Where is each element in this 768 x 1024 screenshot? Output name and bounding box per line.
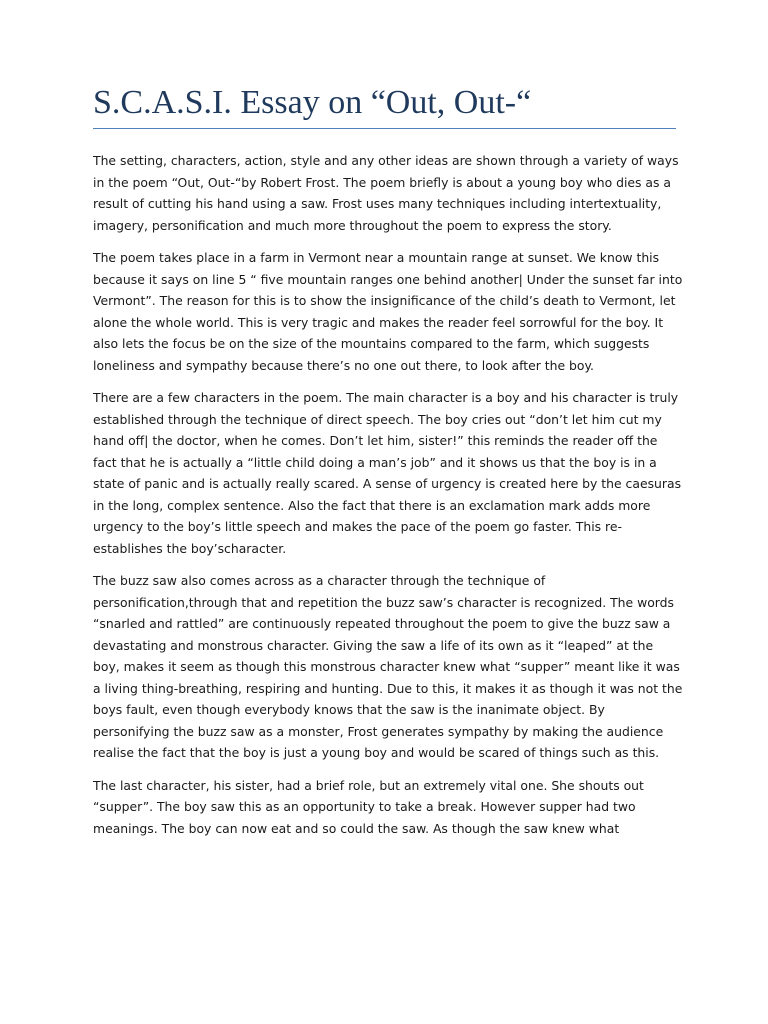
paragraph-buzz-saw: The buzz saw also comes across as a character through the technique of personification,through that and repetition the buzz saw’s character is recognized. The words “snarled and rattled” are continuously repeated throughout the poem to give the buzz saw a devastating and monstrous character. Giving the saw a life of its own as it “leaped” at the boy, makes it seem as though this monstrous character knew what “supper” meant like it was a living thing-breathing, respiring and hunting. Due to this, it makes it as though it was not the boys fault, even though everybody knows that the saw is the inanimate object. By personifying the buzz saw as a monster, Frost generates sympathy by making the audience realise the fact that the boy is just a young boy and would be scared of things such as this.: [93, 573, 683, 760]
paragraph-main-character: There are a few characters in the poem. The main character is a boy and his character is truly established through the technique of direct speech. The boy cries out “don’t let him cut my hand off| the doctor, when he comes. Don’t let him, sister!” this reminds the reader off the fact that he is actually a “little child doing a man’s job” and it shows us that the boy is in a state of panic and is actually really scared. A sense of urgency is created here by the caesuras in the long, complex sentence. Also the fact that there is an exclamation mark adds more urgency to the boy’s little speech and makes the pace of the poem go faster. This re-establishes the boy’scharacter.: [93, 390, 682, 556]
paragraph-intro: The setting, characters, action, style and any other ideas are shown through a variety of ways in the poem “Out, Out-“by Robert Frost. The poem briefly is about a young boy who dies as a result of cutting his hand using a saw. Frost uses many techniques including intertextuality, imagery, personification and much more throughout the poem to express the story.: [93, 153, 679, 233]
essay-body: [93, 150, 683, 850]
paragraph-setting: The poem takes place in a farm in Vermont near a mountain range at sunset. We know this because it says on line 5 “ five mountain ranges one behind another| Under the sunset far into Vermont”. The reason for this is to show the insignificance of the child’s death to Vermont, let alone the whole world. This is very tragic and makes the reader feel sorrowful for the boy. It also lets the focus be on the size of the mountains compared to the farm, which suggests loneliness and sympathy because there’s no one out there, to look after the boy.: [93, 250, 683, 373]
paragraph-sister: The last character, his sister, had a brief role, but an extremely vital one. She shouts out “supper”. The boy saw this as an opportunity to take a break. However supper had two meanings. The boy can now eat and so could the saw. As though the saw knew what: [93, 777, 644, 836]
title-underline-rule: [93, 128, 676, 129]
essay-title: S.C.A.S.I. Essay on “Out, Out-“: [93, 84, 532, 121]
